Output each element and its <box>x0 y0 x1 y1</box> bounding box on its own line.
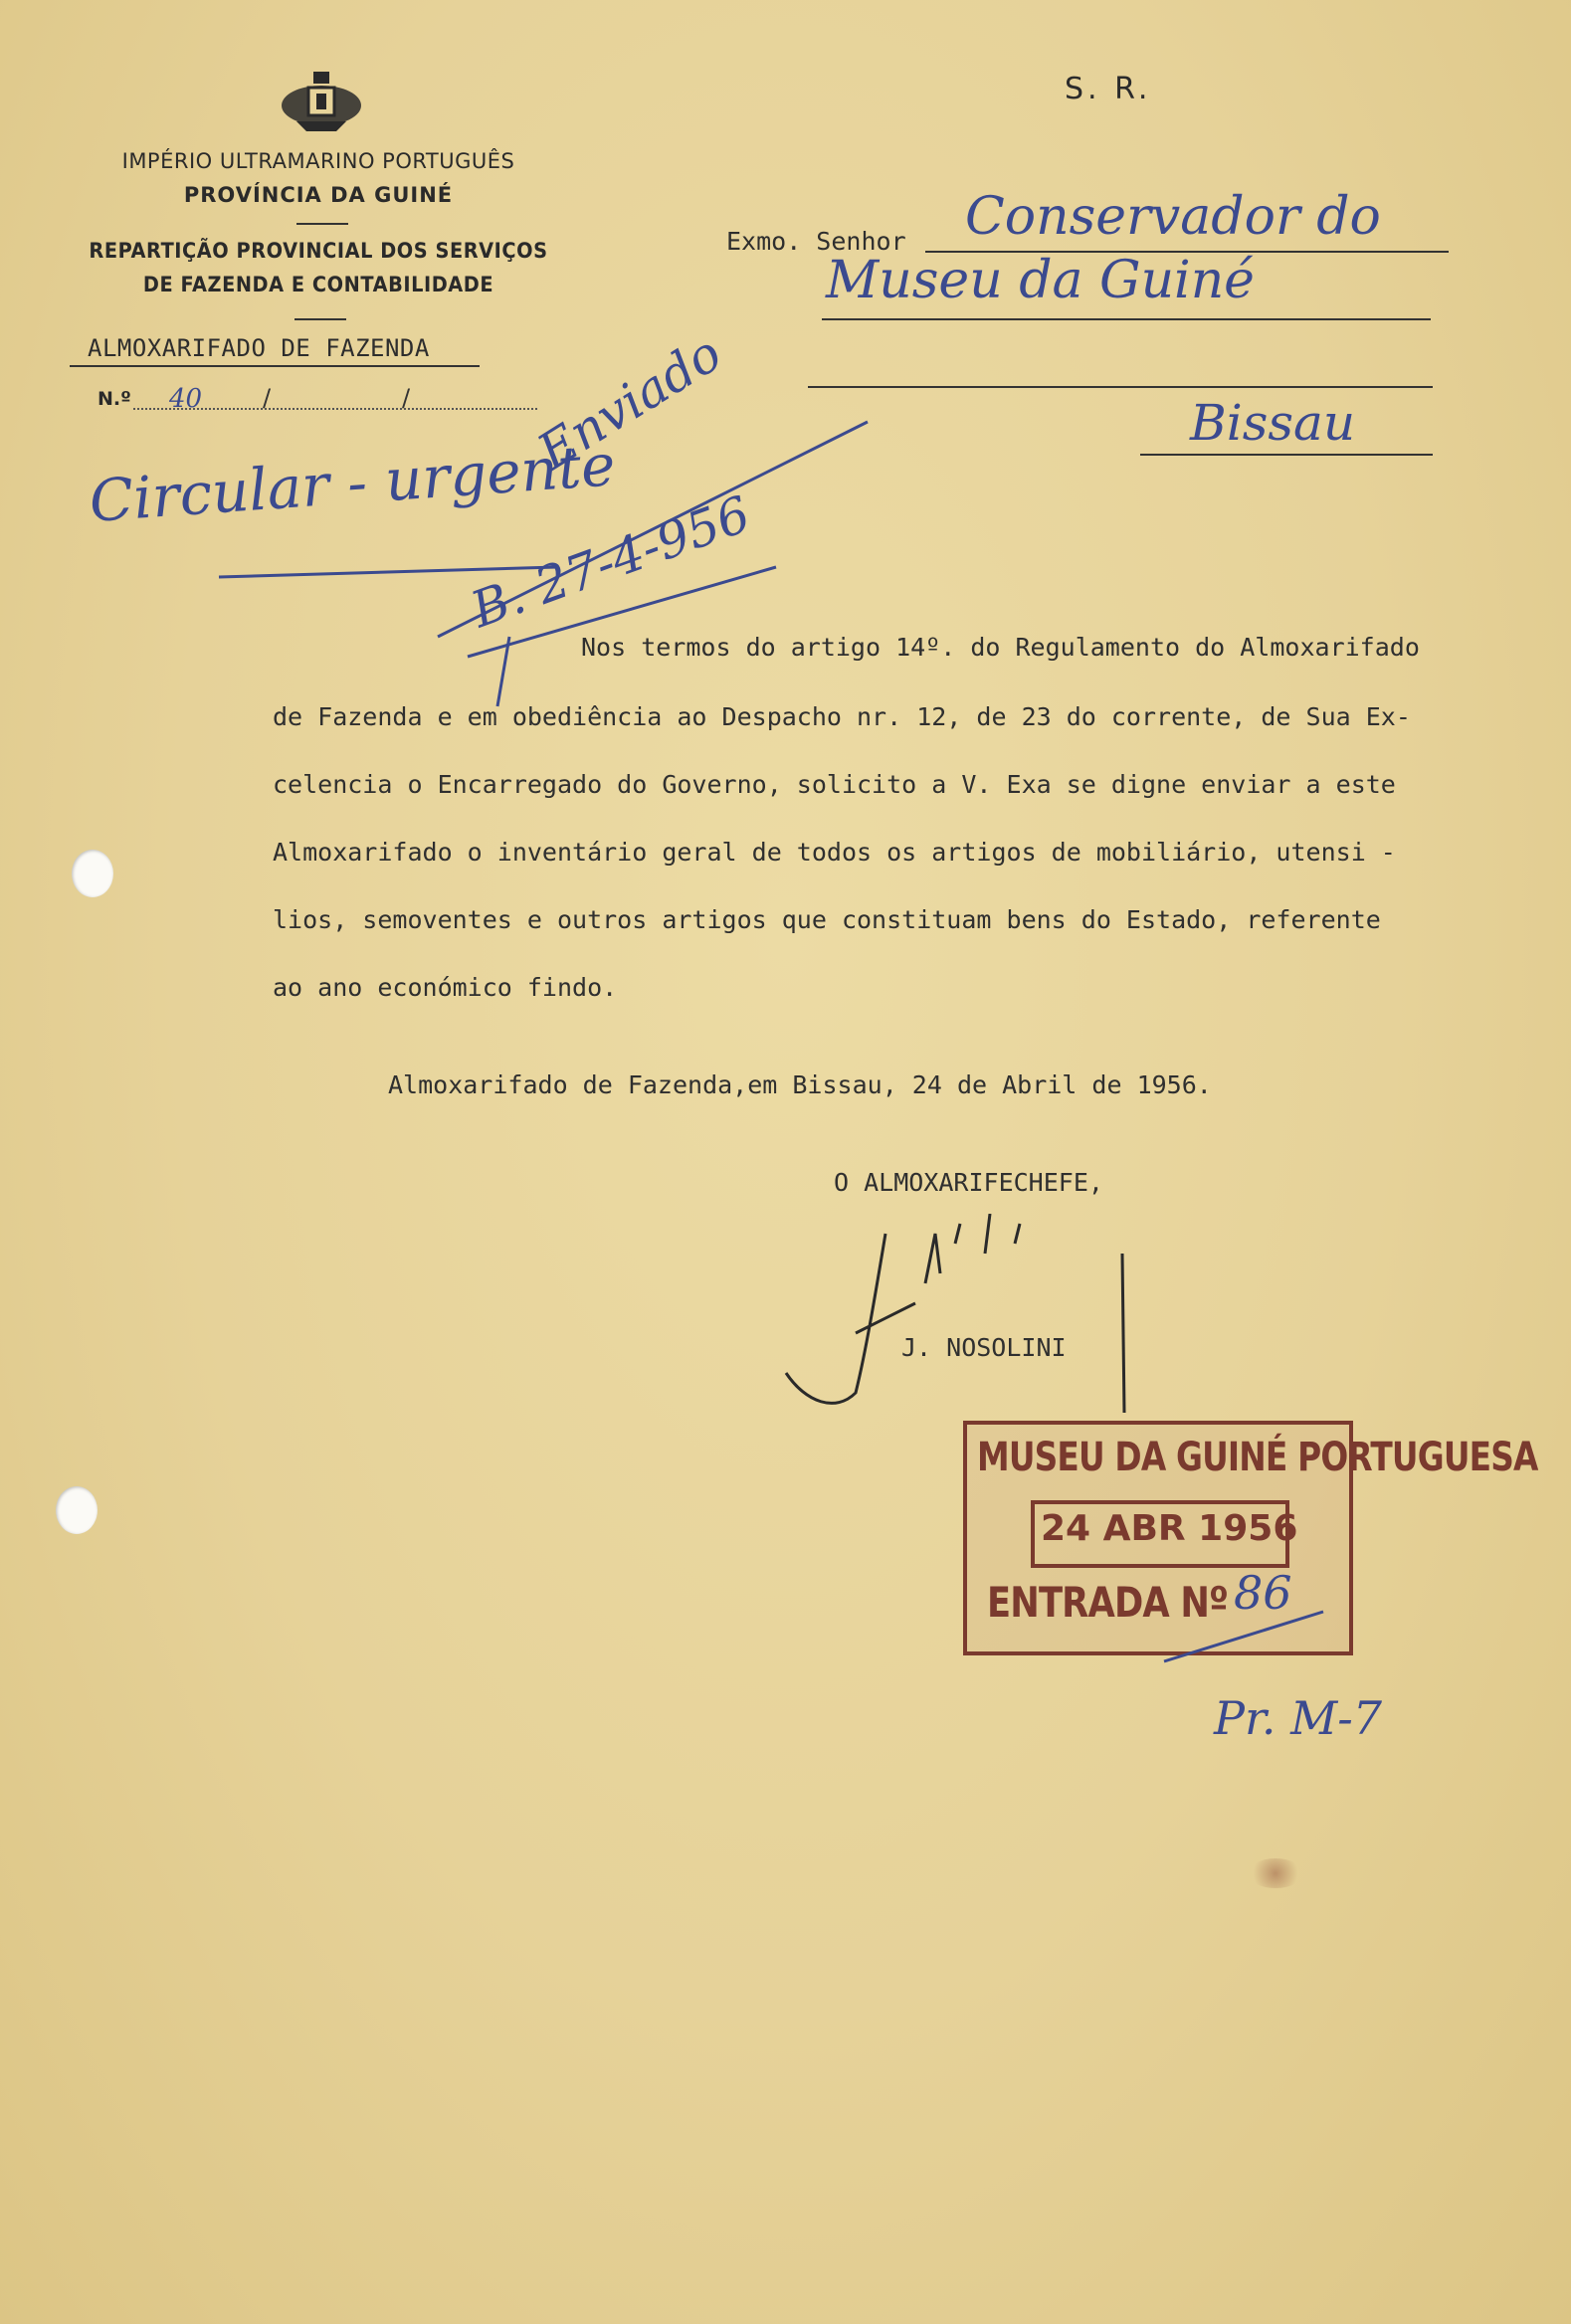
signature-scribble <box>776 1214 1154 1413</box>
header-line-4: DE FAZENDA E CONTABILIDADE <box>142 273 494 296</box>
signatory-title: O ALMOXARIFECHEFE, <box>834 1168 1103 1197</box>
signatory-name: J. NOSOLINI <box>901 1333 1067 1362</box>
number-value: 40 <box>169 384 203 414</box>
divider <box>295 318 346 320</box>
number-label: N.º <box>98 388 131 410</box>
addressee-line-1: Conservador do <box>965 187 1381 247</box>
header-line-2: PROVÍNCIA DA GUINÉ <box>183 183 454 207</box>
entry-number: 86 <box>1234 1566 1292 1620</box>
address-line <box>1140 454 1433 456</box>
annotation-strokes <box>199 418 876 716</box>
addressee-city: Bissau <box>1190 394 1356 452</box>
body-line: de Fazenda e em obediência ao Despacho nr. 12, de 23 do corrente, de Sua Ex- <box>273 702 1411 731</box>
address-line <box>822 318 1431 320</box>
body-line: Nos termos do artigo 14º. do Regulamento do Almoxarifado <box>581 633 1420 662</box>
number-separator: / <box>263 384 272 412</box>
coat-of-arms-icon <box>277 68 366 139</box>
stamp-strokes <box>1154 1592 1333 1671</box>
stamp-entry-label: ENTRADA Nº <box>987 1578 1229 1627</box>
punch-hole <box>56 1486 98 1534</box>
underline <box>70 365 480 367</box>
divider <box>296 223 348 225</box>
body-line: Almoxarifado o inventário geral de todos os artigos de mobiliário, utensi - <box>273 838 1396 867</box>
salutation: Exmo. Senhor <box>726 227 906 256</box>
addressee-line-2: Museu da Guiné <box>826 251 1255 310</box>
body-line: lios, semoventes e outros artigos que constituam bens do Estado, referente <box>273 905 1381 934</box>
body-line: celencia o Encarregado do Governo, solicito a V. Exa se digne enviar a este <box>273 770 1396 799</box>
sent-note: Enviado <box>527 323 732 482</box>
filing-note: Pr. M-7 <box>1214 1691 1383 1745</box>
address-line <box>808 386 1433 388</box>
stain <box>1248 1858 1303 1888</box>
sent-date-note: B. 27-4-956 <box>464 484 758 640</box>
header-line-3: REPARTIÇÃO PROVINCIAL DOS SERVIÇOS <box>89 239 548 263</box>
service-mark: S. R. <box>1065 72 1152 106</box>
number-separator: / <box>402 384 411 412</box>
circular-note: Circular - urgente <box>87 431 618 535</box>
section-label: ALMOXARIFADO DE FAZENDA <box>88 334 430 362</box>
stamp-date: 24 ABR 1956 <box>1041 1508 1298 1549</box>
date-line: Almoxarifado de Fazenda,em Bissau, 24 de Abril de 1956. <box>388 1070 1212 1099</box>
stamp-museum-name: MUSEU DA GUINÉ PORTUGUESA <box>977 1435 1538 1480</box>
body-line: ao ano económico findo. <box>273 973 618 1002</box>
punch-hole <box>72 850 113 897</box>
header-line-1: IMPÉRIO ULTRAMARINO PORTUGUÊS <box>121 149 515 173</box>
